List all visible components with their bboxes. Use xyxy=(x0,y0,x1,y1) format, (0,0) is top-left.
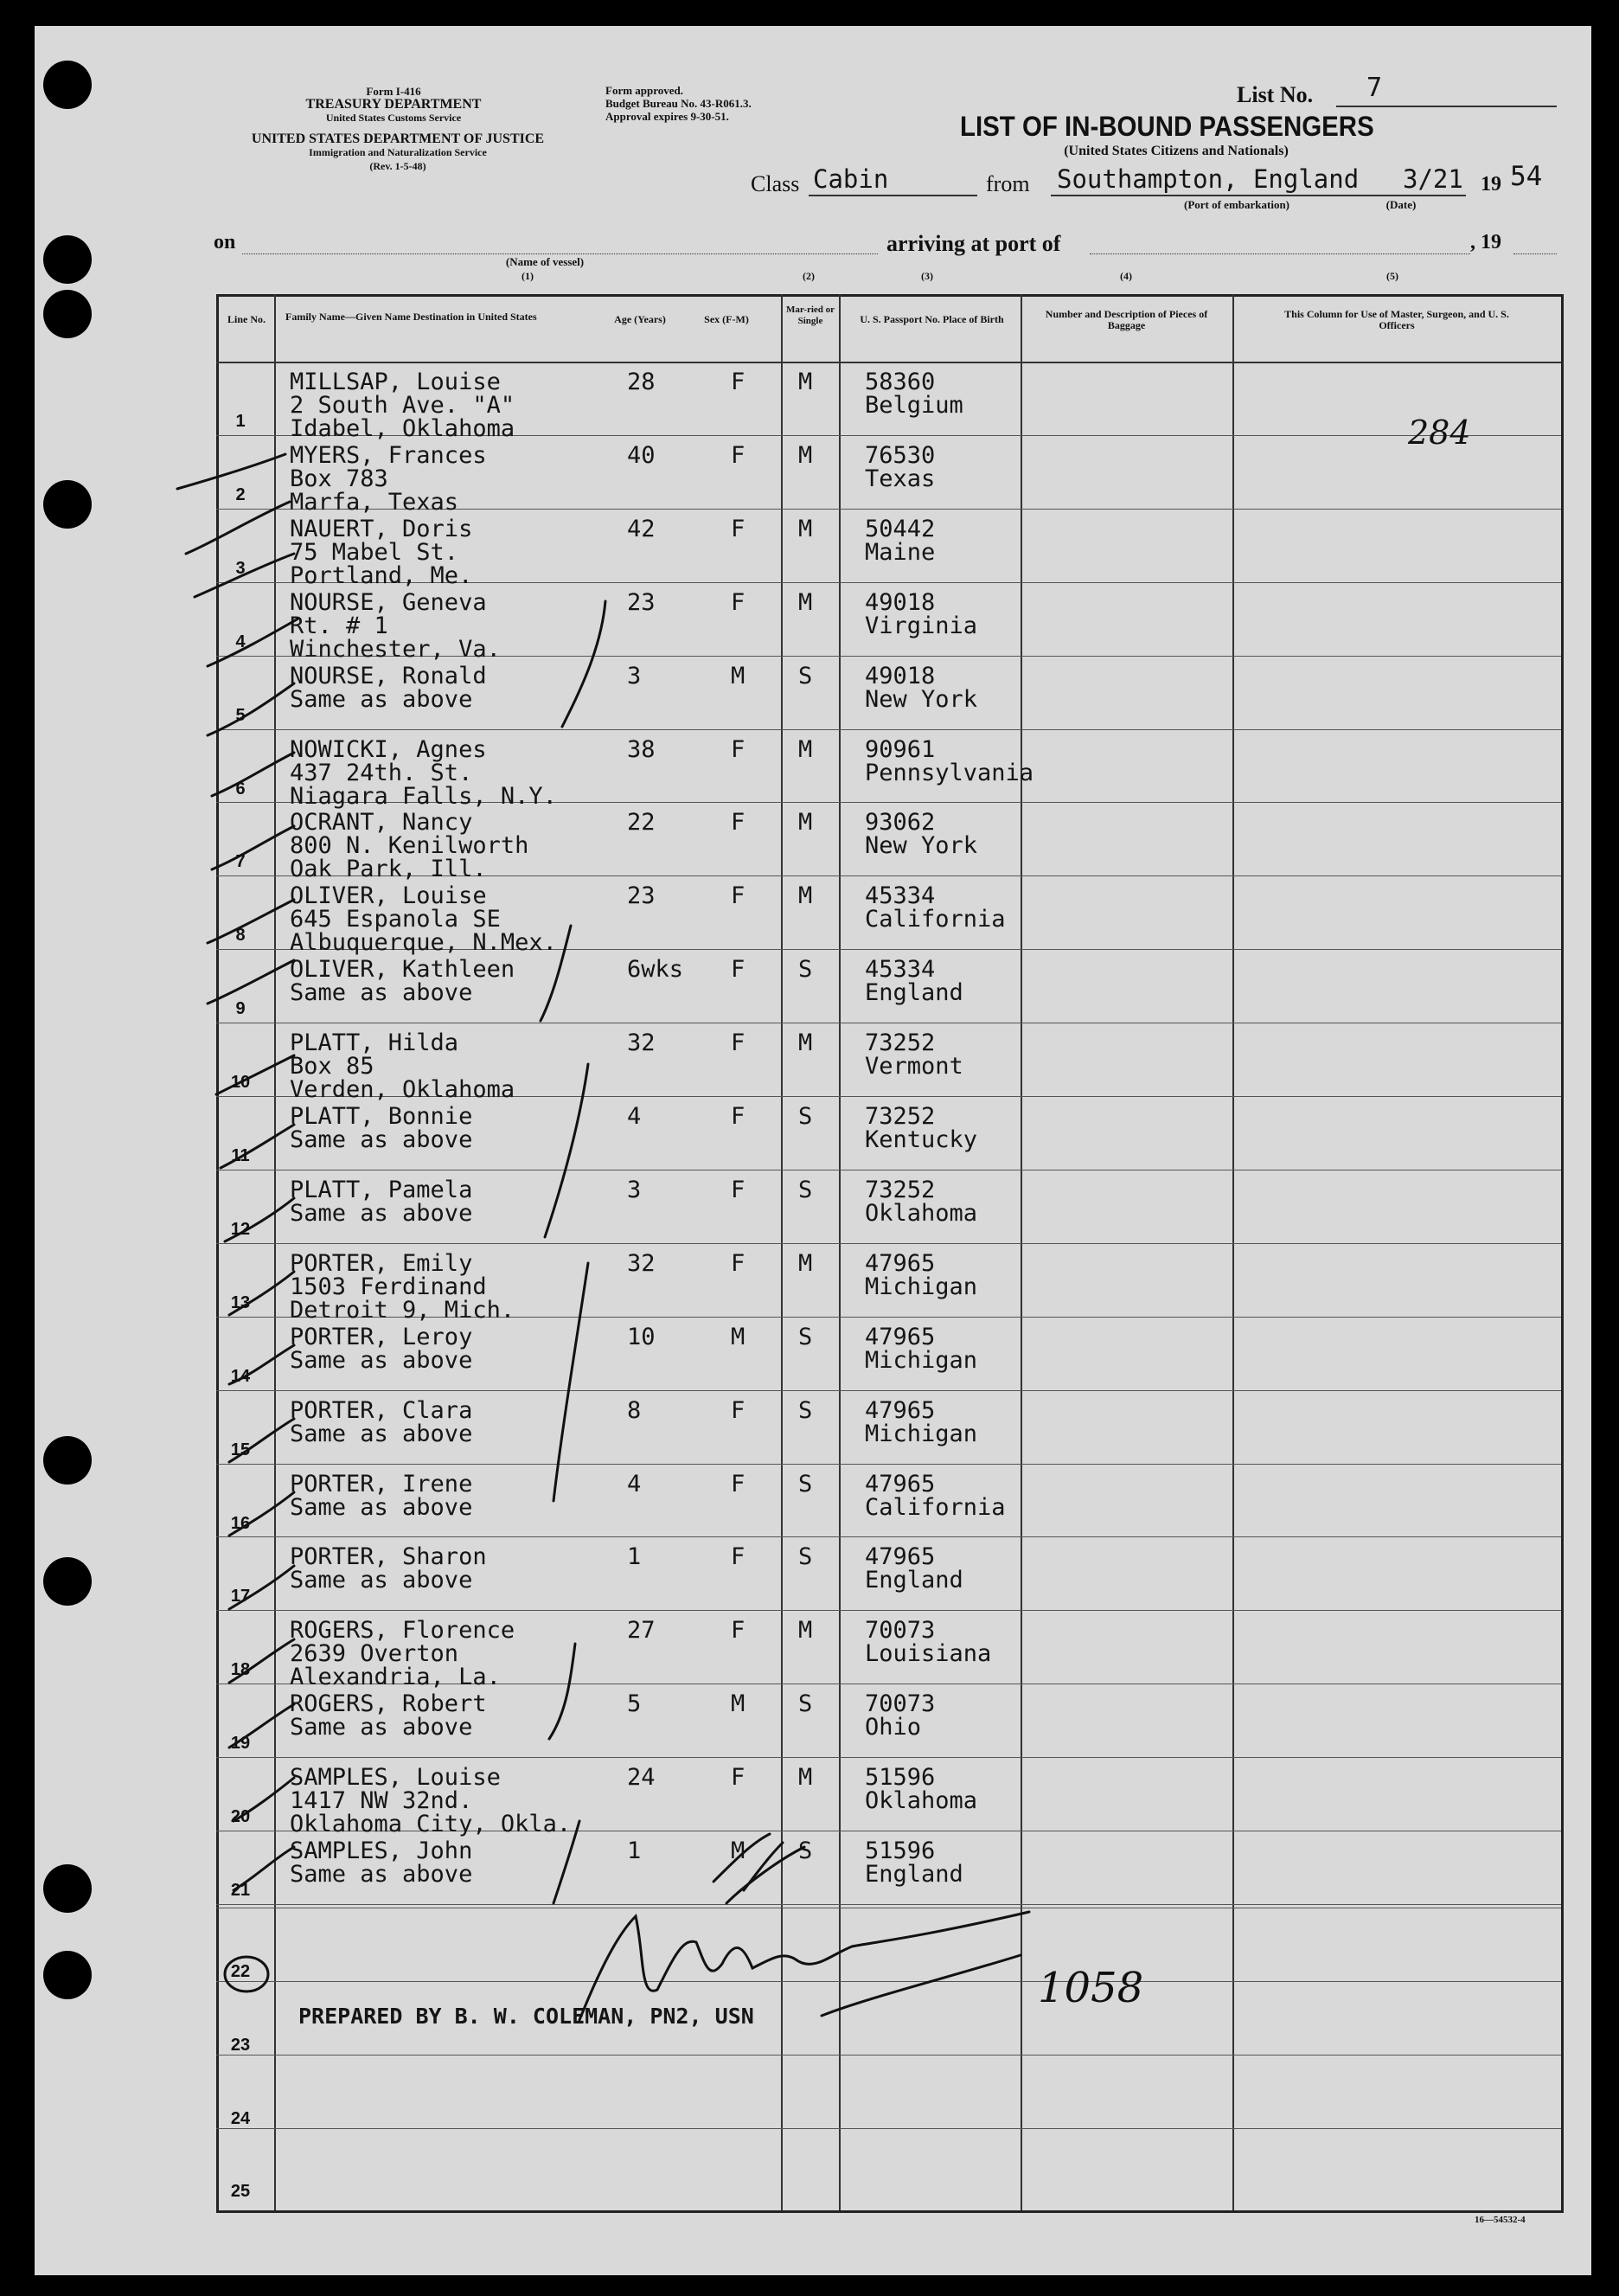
passenger-name: SAMPLES, John xyxy=(290,1837,473,1864)
passenger-sex: F xyxy=(731,441,746,469)
passenger-sex: M xyxy=(731,1837,746,1864)
line-number: 21 xyxy=(230,1881,251,1900)
punch-hole xyxy=(43,290,92,338)
passenger-age: 24 xyxy=(627,1764,656,1792)
passenger-age: 40 xyxy=(627,441,656,469)
col-num-5: (5) xyxy=(1386,270,1398,282)
punch-hole xyxy=(43,480,92,529)
passport-number: 73252 xyxy=(865,1176,936,1203)
line-number: 8 xyxy=(235,926,246,946)
on-label: on xyxy=(214,231,236,253)
row-divider xyxy=(216,2128,1561,2129)
passenger-name: ROGERS, Florence xyxy=(290,1617,515,1645)
passport-number: 90961 xyxy=(865,735,936,763)
from-label: from xyxy=(986,171,1030,196)
line-number: 24 xyxy=(230,2109,251,2128)
passenger-name: NAUERT, Doris xyxy=(290,515,473,542)
passenger-address: Rt. # 1 xyxy=(290,612,388,639)
place-of-birth: New York xyxy=(865,832,978,860)
passenger-sex: M xyxy=(731,1323,746,1350)
passenger-sex: F xyxy=(731,369,746,395)
passenger-city: Detroit 9, Mich. xyxy=(290,1296,515,1324)
revision: (Rev. 1-5-48) xyxy=(369,160,426,172)
list-label: List No. xyxy=(1237,82,1314,107)
place-of-birth: Maine xyxy=(865,538,936,566)
passenger-sex: M xyxy=(731,1690,746,1718)
col-header-passport: U. S. Passport No. Place of Birth xyxy=(860,313,1004,325)
passenger-age: 1 xyxy=(627,1837,642,1864)
col-num-1: (1) xyxy=(522,270,534,282)
customs-service: United States Customs Service xyxy=(325,112,462,124)
passenger-age: 22 xyxy=(627,809,656,837)
place-of-birth: Michigan xyxy=(865,1273,978,1300)
passenger-marital: M xyxy=(798,882,813,910)
ins-service: Immigration and Naturalization Service xyxy=(309,146,487,158)
passport-number: 93062 xyxy=(865,809,936,837)
page-subtitle: (United States Citizens and Nationals) xyxy=(1064,144,1289,158)
passenger-age: 27 xyxy=(627,1617,656,1645)
passenger-address: Same as above xyxy=(290,979,473,1007)
passenger-city: Oak Park, Ill. xyxy=(290,856,487,883)
passport-number: 76530 xyxy=(865,441,936,469)
passenger-city: Niagara Falls, N.Y. xyxy=(290,782,557,810)
row-divider xyxy=(216,1981,1561,1982)
passenger-name: NOURSE, Geneva xyxy=(290,588,487,616)
passport-number: 47965 xyxy=(865,1396,936,1424)
passenger-city: Oklahoma City, Okla. xyxy=(290,1811,572,1838)
place-of-birth: Belgium xyxy=(865,392,963,419)
passport-number: 58360 xyxy=(865,369,936,395)
passenger-marital: S xyxy=(798,1103,813,1130)
passenger-address: 1417 NW 32nd. xyxy=(290,1787,473,1815)
handwritten-note: 284 xyxy=(1408,414,1471,452)
place-of-birth: England xyxy=(865,979,963,1007)
punch-hole xyxy=(43,235,92,284)
passenger-name: PORTER, Irene xyxy=(290,1470,473,1498)
passenger-name: OCRANT, Nancy xyxy=(290,809,473,837)
passenger-marital: S xyxy=(798,1396,813,1424)
line-number: 7 xyxy=(235,852,246,872)
place-of-birth: Kentucky xyxy=(865,1126,978,1153)
passenger-city: Albuquerque, N.Mex. xyxy=(290,929,557,957)
passenger-address: Same as above xyxy=(290,1861,473,1888)
passenger-sex: F xyxy=(731,882,746,910)
prepared-by: PREPARED BY B. W. COLEMAN, PN2, USN xyxy=(298,2004,754,2029)
passenger-sex: F xyxy=(731,1470,746,1498)
passenger-age: 42 xyxy=(627,515,656,542)
passenger-marital: M xyxy=(798,369,813,395)
class-label: Class xyxy=(751,171,800,196)
punch-hole xyxy=(43,61,92,109)
passenger-age: 32 xyxy=(627,1249,656,1277)
arriving-label: arriving at port of xyxy=(886,231,1061,256)
place-of-birth: California xyxy=(865,1493,1006,1521)
passenger-name: OLIVER, Louise xyxy=(290,882,487,910)
date-caption: (Date) xyxy=(1385,198,1417,211)
col-header-name: Family Name—Given Name Destination in United States xyxy=(285,311,537,323)
line-number: 3 xyxy=(235,558,246,578)
col-num-4: (4) xyxy=(1120,270,1132,282)
class-underline xyxy=(809,195,977,196)
col-header-officers: This Column for Use of Master, Surgeon, and U. S. Officers xyxy=(1284,308,1509,331)
passenger-marital: M xyxy=(798,735,813,763)
line-number: 15 xyxy=(230,1440,251,1459)
passport-number: 51596 xyxy=(865,1837,936,1864)
passenger-sex: F xyxy=(731,1249,746,1277)
form-footer: 16—54532-4 xyxy=(1475,2215,1526,2225)
passenger-name: ROGERS, Robert xyxy=(290,1690,487,1718)
passenger-sex: F xyxy=(731,809,746,837)
passenger-address: Same as above xyxy=(290,1346,473,1374)
punch-hole xyxy=(43,1951,92,1999)
passenger-sex: F xyxy=(731,1396,746,1424)
passport-number: 51596 xyxy=(865,1764,936,1792)
passport-number: 47965 xyxy=(865,1470,936,1498)
passenger-sex: F xyxy=(731,1103,746,1130)
year2-line xyxy=(1513,253,1557,254)
passenger-sex: F xyxy=(731,1764,746,1792)
line-number: 11 xyxy=(231,1146,250,1165)
passenger-address: 1503 Ferdinand xyxy=(290,1273,487,1300)
port-of-embarkation: Southampton, England xyxy=(1057,164,1360,194)
line-number: 5 xyxy=(235,705,246,725)
punch-hole xyxy=(43,1864,92,1913)
passenger-address: Same as above xyxy=(290,1714,473,1741)
passenger-address: 2 South Ave. "A" xyxy=(290,392,515,419)
passenger-city: Verden, Oklahoma xyxy=(290,1076,515,1104)
treasury-dept: TREASURY DEPARTMENT xyxy=(305,97,482,112)
form-number: Form I-416 xyxy=(366,85,421,98)
punch-hole xyxy=(43,1436,92,1485)
passenger-marital: M xyxy=(798,1249,813,1277)
passenger-age: 32 xyxy=(627,1029,656,1057)
passenger-sex: F xyxy=(731,956,746,984)
place-of-birth: Michigan xyxy=(865,1346,978,1374)
passenger-address: 2639 Overton xyxy=(290,1640,459,1668)
passenger-age: 38 xyxy=(627,735,656,763)
passenger-address: 75 Mabel St. xyxy=(290,538,459,566)
row-divider xyxy=(216,1243,1561,1244)
passenger-address: Same as above xyxy=(290,685,473,713)
place-of-birth: Oklahoma xyxy=(865,1787,978,1815)
place-of-birth: Michigan xyxy=(865,1420,978,1447)
passenger-name: PLATT, Hilda xyxy=(290,1029,459,1057)
passenger-sex: F xyxy=(731,1029,746,1057)
passenger-marital: M xyxy=(798,588,813,616)
passport-number: 45334 xyxy=(865,882,936,910)
passenger-age: 5 xyxy=(627,1690,642,1718)
place-of-birth: Pennsylvania xyxy=(865,759,1034,786)
passenger-marital: S xyxy=(798,1470,813,1498)
line-number: 9 xyxy=(235,999,246,1019)
passenger-marital: S xyxy=(798,1176,813,1203)
passenger-sex: F xyxy=(731,588,746,616)
justice-dept: UNITED STATES DEPARTMENT OF JUSTICE xyxy=(251,131,545,146)
punch-hole xyxy=(43,1557,92,1606)
passport-number: 73252 xyxy=(865,1103,936,1130)
place-of-birth: New York xyxy=(865,685,978,713)
place-of-birth: Vermont xyxy=(865,1053,963,1081)
passenger-name: PORTER, Clara xyxy=(290,1396,473,1424)
passenger-address: Box 783 xyxy=(290,465,388,492)
row-divider xyxy=(216,1610,1561,1611)
passenger-address: Box 85 xyxy=(290,1053,374,1081)
line-number: 19 xyxy=(230,1734,251,1754)
passenger-age: 23 xyxy=(627,588,656,616)
passenger-address: Same as above xyxy=(290,1199,473,1227)
passenger-marital: M xyxy=(798,1029,813,1057)
passenger-city: Portland, Me. xyxy=(290,561,473,589)
place-of-birth: Texas xyxy=(865,465,936,492)
passenger-address: Same as above xyxy=(290,1420,473,1447)
passenger-age: 1 xyxy=(627,1543,642,1571)
line-number: 2 xyxy=(235,484,246,504)
place-of-birth: Louisiana xyxy=(865,1640,992,1668)
line-number: 25 xyxy=(230,2182,251,2201)
line-number: 14 xyxy=(230,1366,251,1386)
year-prefix: 19 xyxy=(1481,173,1501,196)
line-number: 16 xyxy=(230,1513,251,1533)
port-caption: (Port of embarkation) xyxy=(1183,198,1290,211)
passenger-address: Same as above xyxy=(290,1493,473,1521)
passenger-name: SAMPLES, Louise xyxy=(290,1764,501,1792)
vessel-caption: (Name of vessel) xyxy=(505,255,585,268)
passenger-name: MYERS, Frances xyxy=(290,441,487,469)
col-header-baggage: Number and Description of Pieces of Baggage xyxy=(1045,308,1208,331)
approval-line: Budget Bureau No. 43-R061.3. xyxy=(605,97,752,110)
line-number: 22 xyxy=(230,1962,251,1981)
passenger-name: NOURSE, Ronald xyxy=(290,662,487,689)
passenger-marital: S xyxy=(798,662,813,689)
class-value: Cabin xyxy=(813,164,889,194)
col-num-3: (3) xyxy=(921,270,933,282)
passenger-city: Marfa, Texas xyxy=(290,488,459,516)
passenger-name: PORTER, Emily xyxy=(290,1249,473,1277)
row-divider xyxy=(216,1464,1561,1465)
passenger-city: Idabel, Oklahoma xyxy=(290,415,515,442)
line-number: 6 xyxy=(235,779,246,798)
line-number: 10 xyxy=(230,1073,251,1093)
passenger-age: 6wks xyxy=(627,956,684,984)
passport-number: 70073 xyxy=(865,1617,936,1645)
embarkation-date: 3/21 xyxy=(1403,164,1463,194)
passenger-marital: S xyxy=(798,1543,813,1571)
place-of-birth: Oklahoma xyxy=(865,1199,978,1227)
passenger-name: NOWICKI, Agnes xyxy=(290,735,487,763)
passport-number: 47965 xyxy=(865,1323,936,1350)
passport-number: 49018 xyxy=(865,588,936,616)
passenger-age: 4 xyxy=(627,1103,642,1130)
passenger-marital: M xyxy=(798,441,813,469)
passenger-address: Same as above xyxy=(290,1567,473,1594)
passport-number: 73252 xyxy=(865,1029,936,1057)
passenger-sex: F xyxy=(731,1176,746,1203)
line-number: 17 xyxy=(230,1587,251,1607)
port-arrival-line xyxy=(1090,253,1470,254)
col-header-married: Mar-ried or Single xyxy=(785,305,835,326)
passenger-address: 800 N. Kenilworth xyxy=(290,832,529,860)
passport-number: 47965 xyxy=(865,1249,936,1277)
line-number: 4 xyxy=(235,632,246,651)
passport-number: 70073 xyxy=(865,1690,936,1718)
passenger-sex: F xyxy=(731,735,746,763)
place-of-birth: Virginia xyxy=(865,612,978,639)
passenger-sex: F xyxy=(731,1543,746,1571)
passenger-name: PLATT, Pamela xyxy=(290,1176,473,1203)
passenger-city: Winchester, Va. xyxy=(290,635,501,663)
row-divider xyxy=(216,1904,1561,1905)
place-of-birth: Ohio xyxy=(865,1714,922,1741)
passenger-sex: F xyxy=(731,515,746,542)
passenger-age: 8 xyxy=(627,1396,642,1424)
col-header-sex: Sex (F-M) xyxy=(704,313,749,325)
passenger-marital: S xyxy=(798,1690,813,1718)
passenger-name: OLIVER, Kathleen xyxy=(290,956,515,984)
year2-label: , 19 xyxy=(1470,231,1501,253)
row-divider xyxy=(216,729,1561,730)
passenger-age: 28 xyxy=(627,369,656,395)
passenger-age: 23 xyxy=(627,882,656,910)
col-header-age: Age (Years) xyxy=(614,313,666,325)
col-header-line: Line No. xyxy=(227,313,266,325)
passenger-marital: M xyxy=(798,515,813,542)
handwritten-note: 1058 xyxy=(1038,1964,1144,2012)
passenger-marital: M xyxy=(798,1764,813,1792)
passenger-sex: F xyxy=(731,1617,746,1645)
line-number: 1 xyxy=(235,412,246,431)
passenger-marital: S xyxy=(798,1323,813,1350)
row-divider xyxy=(216,1757,1561,1758)
passenger-age: 3 xyxy=(627,662,642,689)
passenger-name: PORTER, Leroy xyxy=(290,1323,473,1350)
passenger-marital: S xyxy=(798,956,813,984)
col-num-2: (2) xyxy=(803,270,815,282)
passenger-marital: M xyxy=(798,809,813,837)
passenger-age: 3 xyxy=(627,1176,642,1203)
passenger-name: MILLSAP, Louise xyxy=(290,369,501,395)
passenger-address: 645 Espanola SE xyxy=(290,906,501,933)
list-underline xyxy=(1336,106,1557,107)
passport-number: 49018 xyxy=(865,662,936,689)
passenger-sex: M xyxy=(731,662,746,689)
passenger-city: Alexandria, La. xyxy=(290,1664,501,1691)
line-number: 20 xyxy=(230,1807,251,1827)
page-title: LIST OF IN-BOUND PASSENGERS xyxy=(960,111,1374,142)
line-number: 12 xyxy=(230,1219,251,1239)
line-number: 18 xyxy=(230,1660,251,1680)
passenger-name: PLATT, Bonnie xyxy=(290,1103,473,1130)
from-underline xyxy=(1051,195,1466,196)
passenger-name: PORTER, Sharon xyxy=(290,1543,487,1571)
passenger-address: Same as above xyxy=(290,1126,473,1153)
place-of-birth: England xyxy=(865,1567,963,1594)
row-divider xyxy=(216,1536,1561,1537)
year-value: 54 xyxy=(1510,161,1543,192)
header-divider xyxy=(216,362,1561,363)
passenger-age: 10 xyxy=(627,1323,656,1350)
list-number: 7 xyxy=(1366,73,1383,103)
passport-number: 45334 xyxy=(865,956,936,984)
passenger-marital: S xyxy=(798,1837,813,1864)
approval-line: Form approved. xyxy=(605,84,684,97)
passport-number: 47965 xyxy=(865,1543,936,1571)
passenger-marital: M xyxy=(798,1617,813,1645)
place-of-birth: England xyxy=(865,1861,963,1888)
passenger-address: 437 24th. St. xyxy=(290,759,473,786)
approval-line: Approval expires 9-30-51. xyxy=(605,110,729,123)
passport-number: 50442 xyxy=(865,515,936,542)
row-divider xyxy=(216,1390,1561,1391)
passenger-age: 4 xyxy=(627,1470,642,1498)
line-number: 13 xyxy=(230,1292,251,1312)
place-of-birth: California xyxy=(865,906,1006,933)
line-number: 23 xyxy=(230,2036,251,2055)
